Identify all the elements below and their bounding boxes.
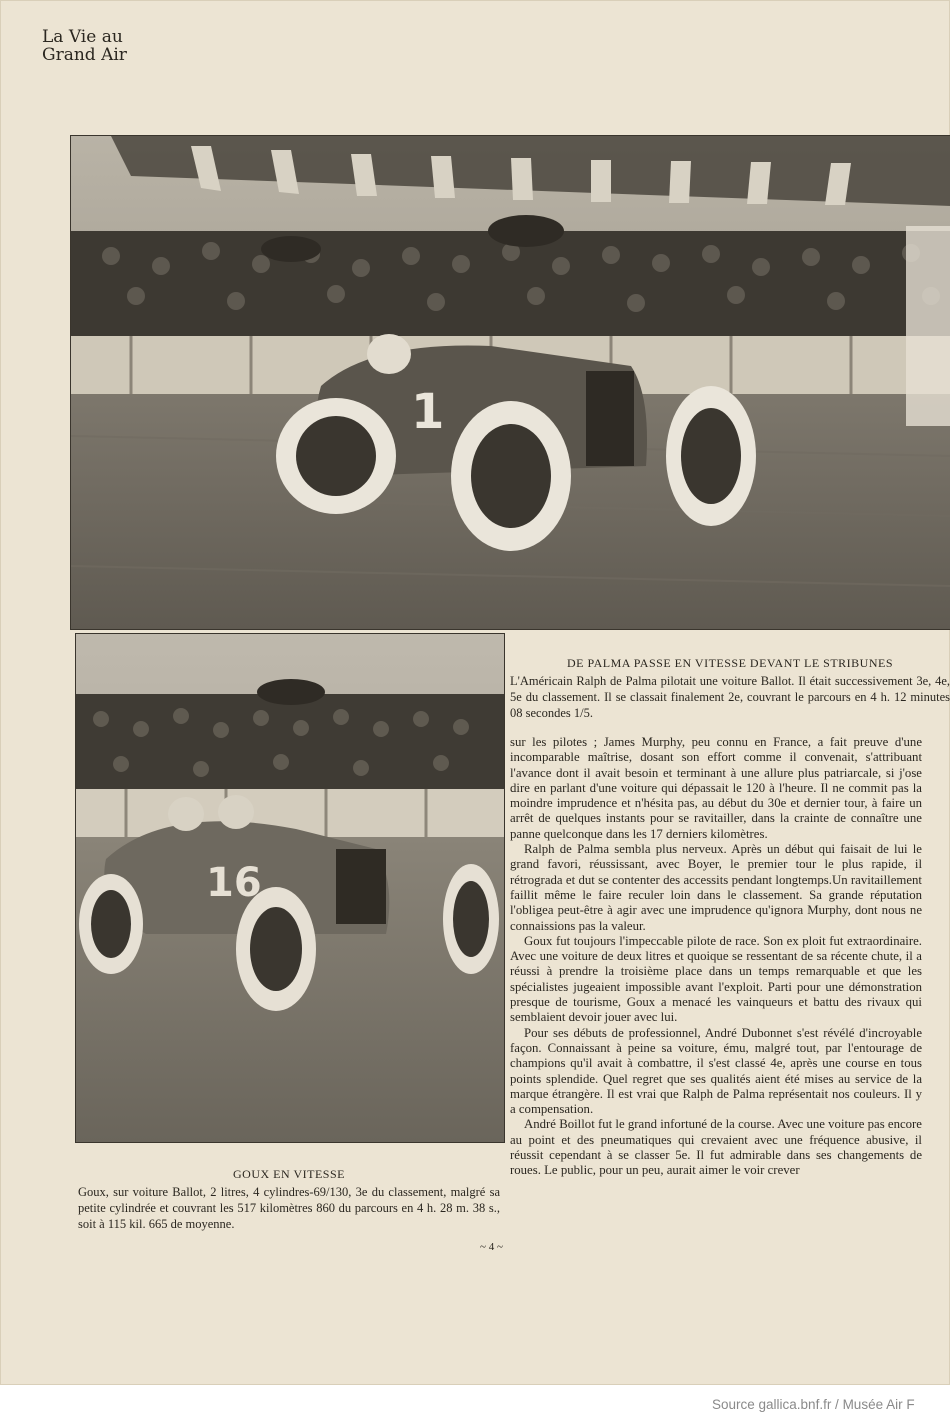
- photo-goux-image: [76, 634, 504, 1142]
- article-paragraph: André Boillot fut le grand infortuné de la course. Avec une voiture pas encore au point et des pneumatiques qui crevaient avec une fréquence abusive, il réussit cependant à se classer 5e. Il fut admirable dans ses changements de roues. Le public, pour un peu, aurait aimer le voir crever: [510, 1117, 922, 1178]
- photo-de-palma: [70, 135, 950, 630]
- article-paragraph: sur les pilotes ; James Murphy, peu connu en France, a fait preuve d'une incomparable maîtrise, dosant son effort comme il convenait, s'attribuant l'avance dont il avait besoin et terminant à une allure plus patriarcale, si j'ose dire en parlant d'une voiture qui dépassait le 120 à l'heure. Il ne commit pas la moindre imprudence et n'hésita pas, au début du 30e et dernier tour, à faire un arrêt de quelques instants pour se ravitailler, dans la crainte de connaître une panne quelconque dans les 17 derniers kilomètres.: [510, 735, 922, 841]
- caption-de-palma-text: L'Américain Ralph de Palma pilotait une voiture Ballot. Il était successivement 3e, 4e, 5e du classement. Il se classait finalement 2e, couvrant le parcours en 4 h. 12 minutes 08 secondes 1/5.: [510, 674, 950, 720]
- caption-goux-text: Goux, sur voiture Ballot, 2 litres, 4 cylindres-69/130, 3e du classement, malgré sa petite cylindrée et couvrant les 517 kilomètres 860 du parcours en 4 h. 28 m. 38 s., soit à 115 kil. 665 de moyenne.: [78, 1185, 500, 1231]
- source-credit: Source gallica.bnf.fr / Musée Air F: [712, 1397, 915, 1412]
- folio-ornament-right: ~: [494, 1241, 503, 1253]
- caption-goux-title: GOUX EN VITESSE: [233, 1167, 345, 1181]
- car-number-16: 16: [206, 860, 262, 906]
- masthead: [42, 28, 127, 64]
- masthead-line-2: Grand Air: [42, 45, 127, 65]
- article-body: [510, 735, 922, 1179]
- masthead-line-1: La Vie au: [42, 27, 123, 47]
- folio-number: 4: [488, 1241, 495, 1253]
- photo-goux: [75, 633, 505, 1143]
- page-number: [480, 1241, 503, 1253]
- caption-goux: [78, 1167, 500, 1232]
- car-number-1: 1: [411, 384, 445, 440]
- folio-ornament-left: ~: [480, 1241, 489, 1253]
- caption-de-palma: [510, 656, 950, 721]
- article-paragraph: Pour ses débuts de professionnel, André Dubonnet s'est révélé d'incroyable façon. Connaissant à peine sa voiture, ému, malgré tout, par l'entourage de champions qu'il avait à combattre, il s'est classé 4e, après une course en tous points splendide. Quel regret que ses qualités aient été mises au service de la marque étrangère. Il est vrai que Ralph de Palma représentait nos couleurs. Il y a compensation.: [510, 1025, 922, 1117]
- article-paragraph: Ralph de Palma sembla plus nerveux. Après un début qui faisait de lui le grand favori, réussissant, avec Boyer, le premier tour le plus rapide, il rétrograda et dut se contenter des accessits pendant longtemps.Un ravitaillement faillit même le faire reculer loin dans le classement. Sa grande réputation l'obligea peut-être à agir avec une imprudence qu'ignora Murphy, dont nous ne connaissions pas la valeur.: [510, 842, 922, 933]
- article-paragraph: Goux fut toujours l'impeccable pilote de race. Son ex ploit fut extraordinaire. Avec une voiture de deux litres et quoique se ressentant de sa récente chute, il a réussi à prendre la troisième place dans un temps remarquable et que les spécialistes jugeaient impossible avant l'exploit. Parti pour une démonstration presque de tourisme, Goux a menacé les vainqueurs et battu des rivaux qui semblaient devoir jouer avec lui.: [510, 933, 922, 1025]
- photo-de-palma-image: [71, 136, 950, 629]
- caption-de-palma-title: DE PALMA PASSE EN VITESSE DEVANT LE STRIBUNES: [567, 656, 893, 670]
